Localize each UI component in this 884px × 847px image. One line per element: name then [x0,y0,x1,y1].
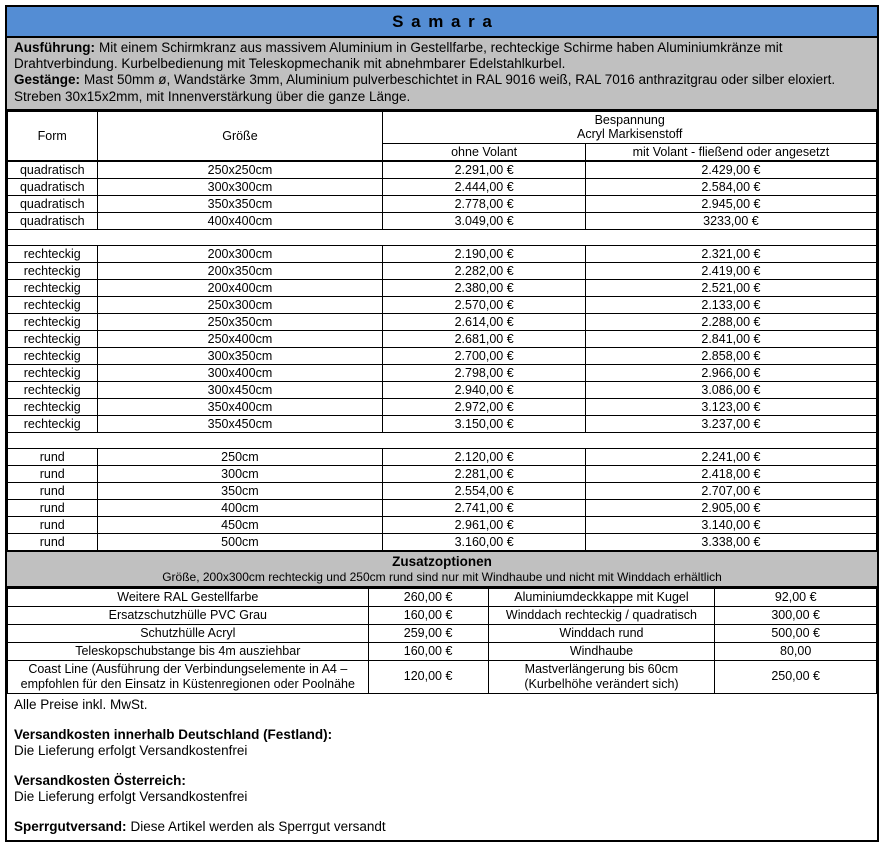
cell-price-ohne-volant: 2.681,00 € [383,330,585,347]
group-separator-row [8,432,877,448]
option-row [8,642,877,660]
cell-price-mit-volant: 3.086,00 € [585,381,876,398]
table-row [8,499,877,516]
table-row [8,313,877,330]
cell-form: rechteckig [8,330,98,347]
cell-price-mit-volant: 2.521,00 € [585,279,876,296]
shipping-austria-label: Versandkosten Österreich: [14,773,186,789]
cell-size: 200x350cm [97,262,383,279]
cell-form: rund [8,482,98,499]
cell-price-mit-volant: 2.429,00 € [585,161,876,179]
shipping-germany [14,727,870,759]
cell-size: 250x300cm [97,296,383,313]
price-sheet [5,5,879,842]
table-row [8,415,877,432]
cell-size: 450cm [97,516,383,533]
description-ausfuehrung [14,40,870,72]
header-mit-volant: mit Volant - fließend oder angesetzt [585,143,876,161]
description-gestaenge [14,72,870,104]
cell-form: rechteckig [8,245,98,262]
cell-option-price: 300,00 € [715,606,877,624]
sperrgut-label: Sperrgutversand: [14,819,127,835]
cell-form: rechteckig [8,364,98,381]
cell-form: quadratisch [8,195,98,212]
shipping-germany-label: Versandkosten innerhalb Deutschland (Festland): [14,726,333,742]
price-table [7,111,877,551]
zusatz-table-body [8,588,877,693]
cell-form: quadratisch [8,178,98,195]
cell-price-mit-volant: 2.858,00 € [585,347,876,364]
cell-option-price: 250,00 € [715,660,877,693]
cell-option-price: 160,00 € [368,606,488,624]
cell-price-mit-volant: 3.237,00 € [585,415,876,432]
vat-note: Alle Preise inkl. MwSt. [14,696,148,712]
cell-option-name: Coast Line (Ausführung der Verbindungselemente in A4 – empfohlen für den Einsatz in Küstenregionen oder Poolnähe [8,660,369,693]
cell-price-ohne-volant: 2.972,00 € [383,398,585,415]
cell-form: rechteckig [8,262,98,279]
cell-size: 500cm [97,533,383,550]
table-row [8,178,877,195]
cell-option-name: Winddach rund [488,624,715,642]
cell-form: rund [8,516,98,533]
ausfuehrung-label: Ausführung: [14,40,95,55]
cell-size: 200x400cm [97,279,383,296]
cell-price-ohne-volant: 2.940,00 € [383,381,585,398]
cell-form: rechteckig [8,398,98,415]
table-row [8,212,877,229]
cell-price-ohne-volant: 2.798,00 € [383,364,585,381]
cell-option-name: Schutzhülle Acryl [8,624,369,642]
table-row [8,330,877,347]
cell-option-name: Winddach rechteckig / quadratisch [488,606,715,624]
gestaenge-text: Mast 50mm ø, Wandstärke 3mm, Aluminium pulverbeschichtet in RAL 9016 weiß, RAL 7016 anthrazitgrau oder silber eloxiert. Streben 30x15x2mm, mit Innenverstärkung über die ganze Länge. [14,72,836,104]
cell-price-mit-volant: 2.584,00 € [585,178,876,195]
table-row [8,516,877,533]
cell-form: quadratisch [8,212,98,229]
cell-size: 300x400cm [97,364,383,381]
header-ohne-volant: ohne Volant [383,143,585,161]
table-row [8,245,877,262]
table-row [8,364,877,381]
cell-option-price: 92,00 € [715,588,877,606]
cell-size: 200x300cm [97,245,383,262]
cell-option-price: 500,00 € [715,624,877,642]
cell-price-ohne-volant: 2.281,00 € [383,465,585,482]
price-table-header [8,111,877,160]
cell-price-ohne-volant: 2.444,00 € [383,178,585,195]
cell-price-mit-volant: 2.905,00 € [585,499,876,516]
cell-price-ohne-volant: 2.570,00 € [383,296,585,313]
cell-size: 300x450cm [97,381,383,398]
cell-price-mit-volant: 2.419,00 € [585,262,876,279]
cell-price-mit-volant: 2.841,00 € [585,330,876,347]
cell-size: 400x400cm [97,212,383,229]
cell-option-price: 80,00 [715,642,877,660]
cell-size: 250x350cm [97,313,383,330]
cell-size: 300cm [97,465,383,482]
cell-option-price: 160,00 € [368,642,488,660]
table-row [8,448,877,465]
page-title: Samara [7,7,877,38]
cell-price-mit-volant: 2.707,00 € [585,482,876,499]
cell-size: 250cm [97,448,383,465]
option-row [8,624,877,642]
cell-price-ohne-volant: 2.554,00 € [383,482,585,499]
cell-price-mit-volant: 2.241,00 € [585,448,876,465]
cell-price-ohne-volant: 3.150,00 € [383,415,585,432]
ausfuehrung-text: Mit einem Schirmkranz aus massivem Aluminium in Gestellfarbe, rechteckige Schirme haben Aluminiumkränze mit Drahtverbindung. Kurbelbedienung mit Teleskopmechanik mit abnehmbarer Edelstahlkurbel. [14,40,783,72]
cell-price-mit-volant: 2.945,00 € [585,195,876,212]
table-row [8,262,877,279]
table-row [8,465,877,482]
table-row [8,296,877,313]
cell-price-mit-volant: 2.321,00 € [585,245,876,262]
shipping-austria [14,773,870,805]
table-row [8,533,877,550]
cell-size: 350x450cm [97,415,383,432]
table-row [8,347,877,364]
main-table-body [8,161,877,551]
table-row [8,482,877,499]
option-row [8,606,877,624]
cell-form: rund [8,533,98,550]
cell-form: rund [8,499,98,516]
cell-option-price: 259,00 € [368,624,488,642]
product-description [7,38,877,111]
cell-form: rechteckig [8,347,98,364]
cell-form: rechteckig [8,381,98,398]
cell-form: rund [8,465,98,482]
header-form: Form [8,111,98,160]
cell-price-mit-volant: 2.418,00 € [585,465,876,482]
cell-form: rechteckig [8,313,98,330]
shipping-austria-text: Die Lieferung erfolgt Versandkostenfrei [14,789,248,805]
cell-form: rund [8,448,98,465]
cell-price-ohne-volant: 2.120,00 € [383,448,585,465]
cell-option-price: 120,00 € [368,660,488,693]
cell-option-name: Windhaube [488,642,715,660]
sperrgut-text: Diese Artikel werden als Sperrgut versandt [130,819,386,835]
gestaenge-label: Gestänge: [14,72,81,88]
cell-option-name: Weitere RAL Gestellfarbe [8,588,369,606]
cell-size: 350cm [97,482,383,499]
cell-price-ohne-volant: 2.961,00 € [383,516,585,533]
cell-option-name: Teleskopschubstange bis 4m ausziehbar [8,642,369,660]
group-separator-row [8,229,877,245]
header-bespannung-line2: Acryl Markisenstoff [577,127,683,142]
cell-price-ohne-volant: 2.282,00 € [383,262,585,279]
cell-price-mit-volant: 3233,00 € [585,212,876,229]
cell-option-price: 260,00 € [368,588,488,606]
header-groesse: Größe [97,111,383,160]
header-bespannung-line1: Bespannung [594,112,665,127]
cell-form: rechteckig [8,415,98,432]
shipping-germany-text: Die Lieferung erfolgt Versandkostenfrei [14,742,248,758]
table-row [8,195,877,212]
cell-price-ohne-volant: 2.741,00 € [383,499,585,516]
option-row [8,660,877,693]
table-row [8,398,877,415]
cell-price-ohne-volant: 2.700,00 € [383,347,585,364]
cell-price-ohne-volant: 2.190,00 € [383,245,585,262]
option-row [8,588,877,606]
header-bespannung [383,111,877,143]
cell-price-mit-volant: 2.288,00 € [585,313,876,330]
zusatzoptionen-title: Zusatzoptionen [7,551,877,569]
cell-price-mit-volant: 3.123,00 € [585,398,876,415]
cell-form: rechteckig [8,296,98,313]
table-row [8,381,877,398]
cell-size: 250x400cm [97,330,383,347]
zusatzoptionen-subtitle: Größe, 200x300cm rechteckig und 250cm rund sind nur mit Windhaube und nicht mit Winddach erhältlich [7,569,877,588]
table-row [8,161,877,179]
sperrgut-note [14,819,870,835]
cell-form: quadratisch [8,161,98,179]
cell-price-mit-volant: 2.966,00 € [585,364,876,381]
cell-size: 350x350cm [97,195,383,212]
cell-form: rechteckig [8,279,98,296]
cell-price-ohne-volant: 2.380,00 € [383,279,585,296]
cell-option-name: Aluminiumdeckkappe mit Kugel [488,588,715,606]
table-row [8,279,877,296]
cell-price-mit-volant: 2.133,00 € [585,296,876,313]
cell-price-ohne-volant: 2.291,00 € [383,161,585,179]
cell-price-mit-volant: 3.338,00 € [585,533,876,550]
cell-price-mit-volant: 3.140,00 € [585,516,876,533]
cell-size: 400cm [97,499,383,516]
cell-price-ohne-volant: 3.049,00 € [383,212,585,229]
cell-size: 300x350cm [97,347,383,364]
cell-price-ohne-volant: 2.778,00 € [383,195,585,212]
cell-size: 350x400cm [97,398,383,415]
cell-option-name: Mastverlängerung bis 60cm (Kurbelhöhe verändert sich) [488,660,715,693]
cell-size: 300x300cm [97,178,383,195]
cell-option-name: Ersatzschutzhülle PVC Grau [8,606,369,624]
cell-price-ohne-volant: 2.614,00 € [383,313,585,330]
cell-size: 250x250cm [97,161,383,179]
zusatzoptionen-table [7,588,877,694]
cell-price-ohne-volant: 3.160,00 € [383,533,585,550]
